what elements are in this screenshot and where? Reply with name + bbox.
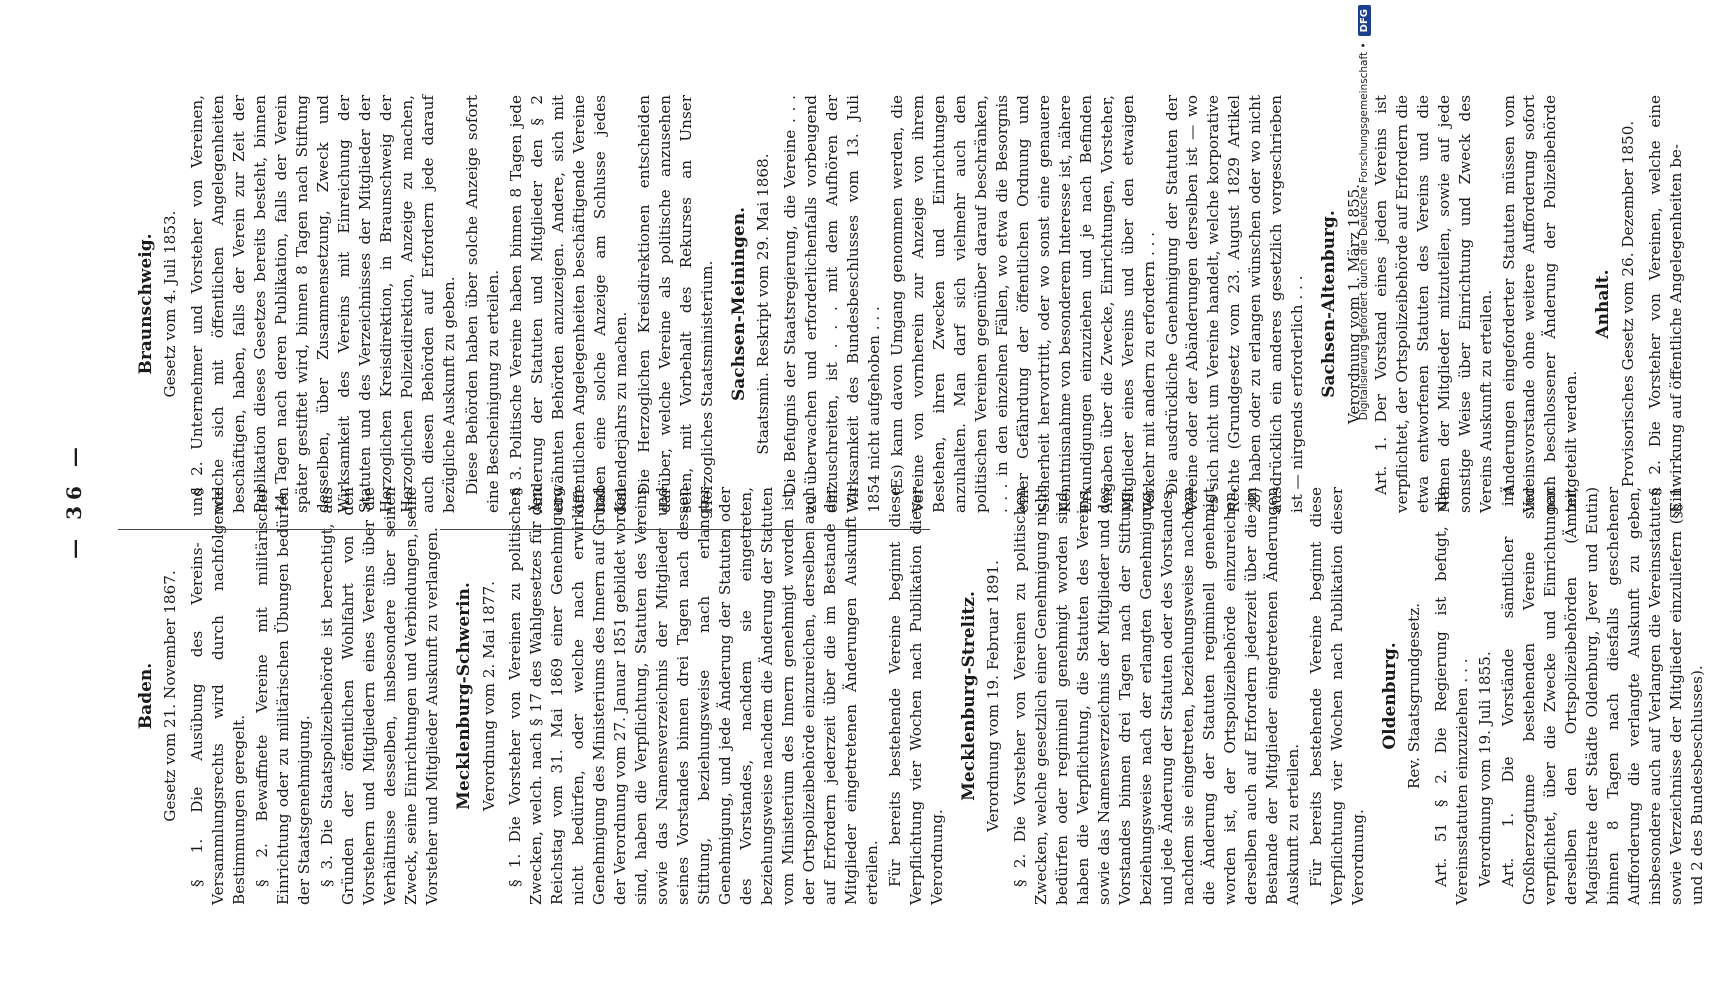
section-paragraph: Verordnung vom 19. Juli 1855. [1476,651,1495,887]
section-paragraph: (Es) kann davon Umgang genommen werden, die Vereine von vornherein zur Anzeige von ihrem Bestehen, ihren Zwecken und Einrichtungen anzuhalten. Man darf sich vielmehr auch den politischen Vereinen gegenüber darauf beschränken, . . . in den einzelnen Fällen, wo etwa die Besorgnis einer Gefährdung der öffentlichen Ordnung und Sicherheit hervortritt, oder wo sonst eine genauere Kenntnisnahme von besonderem Interesse ist, nähere Erkundigungen einzuziehen und je nach Befinden Angaben über die Zwecke, Einrichtungen, Vorsteher, Mitglieder eines Vereins und über den etwaigen Verkehr mit andern zu erfordern . . . [887,95,1158,513]
law-section [135,487,443,905]
section-paragraph: § 2. Die Vorsteher von Vereinen, welche eine Einwirkung auf öffentliche Angelegenheiten be- [1645,95,1685,513]
section-heading: Mecklenburg-Strelitz. [958,591,979,801]
section-paragraph: Art. 1. Die Vorstände sämtlicher im Großherzogtume bestehenden Vereine sind verpflichtet, über die Zwecke und Einrichtungen derselben den Ortspolizeibehörden (Ämter, Magistrate der Städte Oldenburg, Jever und Eutin) binnen 8 Tagen nach diesfalls geschehener Aufforderung die verlangte Auskunft zu geben, insbesondere auch auf Verlangen die Vereinsstatuten sowie Verzeichnisse der Mitglieder einzuliefern (§§ 1 und 2 des Bundesbeschlusses). [1499,487,1706,905]
section-paragraph: Für bereits bestehende Vereine beginnt diese Verpflichtung vier Wochen nach Publikation dieser Verordnung. [1306,487,1367,905]
column-divider-lower [440,529,930,530]
section-paragraph: § 2. Die Vorsteher von Vereinen zu politischen Zwecken, welche gesetzlich einer Genehmigung nicht bedürfen oder regiminell genehmigt worden sind, haben die Verpflichtung, die Statuten des Vereins, sowie das Namensverzeichnis der Mitglieder und des Vorstandes binnen drei Tagen nach der Stiftung, beziehungsweise nach der erlangten Genehmigung, und jede Änderung der Statuten oder des Vorstandes, nachdem sie eingetreten, beziehungsweise nachdem die Änderung der Statuten regiminell genehmigt worden ist, der Ortspolizeibehörde einzureichen, derselben auch auf Erfordern jederzeit über die im Bestande der Mitglieder eingetretenen Änderungen Auskunft zu erteilen. [1011,487,1302,905]
section-paragraph: Die Befugnis der Staatsregierung, die Vereine . . . zu überwachen und erforderlichenfalls vorbeugend einzuschreiten, ist . . . mit dem Aufhören der Wirksamkeit des Bundesbeschlusses vom 13. Juli 1854 nicht aufgehoben . . . [781,95,883,513]
section-heading: Sachsen-Altenburg. [1319,210,1340,398]
section-heading: Baden. [136,662,156,730]
section-source: Provisorisches Gesetz vom 26. Dezember 1850. [1618,120,1637,488]
section-paragraph: Art. 51 § 2. Die Regierung ist befugt, die Vereinsstatuten einzuziehen . . . [1432,487,1472,905]
digitization-note [1351,5,1377,995]
section-heading: Sachsen-Meiningen. [728,206,749,402]
section-source: Gesetz vom 21. November 1867. [161,570,180,822]
section-source: Gesetz vom 4. Juli 1853. [161,210,180,398]
right-column [125,95,1689,513]
law-section [1379,487,1708,905]
dfg-logo: DFG [1358,5,1371,36]
page-number: — 36 — [62,441,86,559]
section-paragraph: § 2. Unternehmer und Vorsteher von Vereinen, welche sich mit öffentlichen Angelegenheiten beschäftigen, haben, falls der Verein zur Zeit der Publikation dieses Gesetzes bereits besteht, binnen 14 Tagen nach deren Publikation, falls der Verein später gestiftet wird, binnen 8 Tagen nach Stiftung desselben, über Zusammensetzung, Zweck und Wirksamkeit des Vereins mit Einreichung der Statuten und des Verzeichnisses der Mitglieder der Herzoglichen Kreisdirektion, in Braunschweig der Herzoglichen Polizeidirektion, Anzeige zu machen, auch diesen Behörden auf Erfordern jede darauf bezügliche Auskunft zu geben. [188,95,459,513]
section-heading: Oldenburg. [1379,642,1400,750]
section-source: Staatsmin. Reskript vom 29. Mai 1868. [754,153,773,455]
section-paragraph: Art. 1. Der Vorstand eines jeden Vereins ist verpflichtet, der Ortspolizeibehörde auf Erfordern die etwa entworfenen Statuten des Vereins und die Namen der Mitglieder mitzuteilen, sowie auf jede sonstige Weise über Einrichtung und Zweck des Vereins Auskunft zu erteilen. [1371,95,1495,513]
section-paragraph: Diese Behörden haben über solche Anzeige sofort eine Bescheinigung zu erteilen. [463,95,502,513]
section-paragraph: Änderungen eingeforderter Statuten müssen vom Vereinsvorstande ohne weitere Aufforderung sofort nach beschlossener Änderung der Polizeibehörde mitgeteilt werden. [1499,95,1581,513]
section-source: Verordnung vom 2. Mai 1877. [479,581,498,811]
section-heading: Braunschweig. [136,233,156,375]
law-section [135,95,718,513]
law-section [958,487,1369,905]
law-section [1592,95,1686,513]
section-paragraph: § 3. Politische Vereine haben binnen 8 Tagen jede Änderung der Statuten und Mitglieder den § 2 erwähnten Behörden anzuzeigen. Andere, sich mit öffentlichen Angelegenheiten beschäftigende Vereine haben eine solche Anzeige am Schlusse jedes Kalenderjahrs zu machen. [506,95,630,513]
section-heading: Anhalt. [1593,269,1614,339]
section-paragraph: § 1. Die Ausübung des Vereins- und Versammlungsrechts wird durch nachfolgende Bestimmungen geregelt. [188,487,249,905]
section-paragraph: Für bereits bestehende Vereine beginnt diese Verpflichtung vier Wochen nach Publikation dieser Verordnung. [885,487,946,905]
section-paragraph: § 1. Die Vorsteher von Vereinen zu politischen Zwecken, welch. nach § 17 des Wahlgesetzes für den Reichstag vom 31. Mai 1869 einer Genehmigung nicht bedürfen, oder welche nach erwirkter Genehmigung des Ministeriums des Innern auf Grund der Verordnung vom 27. Januar 1851 gebildet worden sind, haben die Verpflichtung, Statuten des Vereins sowie das Namensverzeichnis der Mitglieder und seines Vorstandes binnen drei Tagen nach dessen Stiftung, beziehungsweise nach erlangter Genehmigung, und jede Änderung der Statuten oder des Vorstandes, nachdem sie eingetreten, beziehungsweise nachdem die Änderung der Statuten vom Ministerium des Innern genehmigt worden ist, der Ortspolizeibehörde einzureichen, derselben auch auf Erfordern jederzeit über die im Bestande der Mitglieder eingetretenen Änderungen Auskunft zu erteilen. [506,487,881,905]
section-paragraph: § 2. Bewaffnete Vereine mit militärischer Einrichtung oder zu militärischen Übungen bedürfen der Staatsgenehmigung. [253,487,314,905]
section-paragraph: Die Herzoglichen Kreisdirektionen entscheiden darüber, welche Vereine als politische anzusehen seien, mit Vorbehalt des Rekurses an Unser Herzogliches Staatsministerium. [634,95,716,513]
left-column [125,487,1710,905]
column-divider [118,529,418,530]
digitization-note-text: Digitalisierung gefördert durch die Deutsche Forschungsgemeinschaft • [1358,42,1370,421]
section-heading: Mecklenburg-Schwerin. [454,582,475,810]
section-source: Verordnung vom 19. Februar 1891. [984,560,1003,832]
section-paragraph: Die ausdrückliche Genehmigung der Statuten der Vereine oder der Abänderungen derselben ist — wo es sich nicht um Vereine handelt, welche korporative Rechte (Grundgesetz vom 23. August 1829 Artikel 28) haben oder zu erlangen wünschen oder wo nicht ausdrücklich ein anderes gesetzlich vorgeschrieben ist — nirgends erforderlich . . . [1162,95,1307,513]
section-paragraph: § 3. Die Staatspolizeibehörde ist berechtigt, aus Gründen der öffentlichen Wohlfahrt von den Vorstehern und Mitgliedern eines Vereins über die Verhältnisse desselben, insbesondere über seinen Zweck, seine Einrichtungen und Verbindungen, seine Vorsteher und Mitglieder Auskunft zu verlangen. [318,487,442,905]
law-section [728,95,1309,513]
section-source: Rev. Staatsgrundgesetz. [1405,602,1424,790]
section-source: Verordnung vom 1. März 1855. [1344,183,1363,425]
law-section [453,487,948,905]
